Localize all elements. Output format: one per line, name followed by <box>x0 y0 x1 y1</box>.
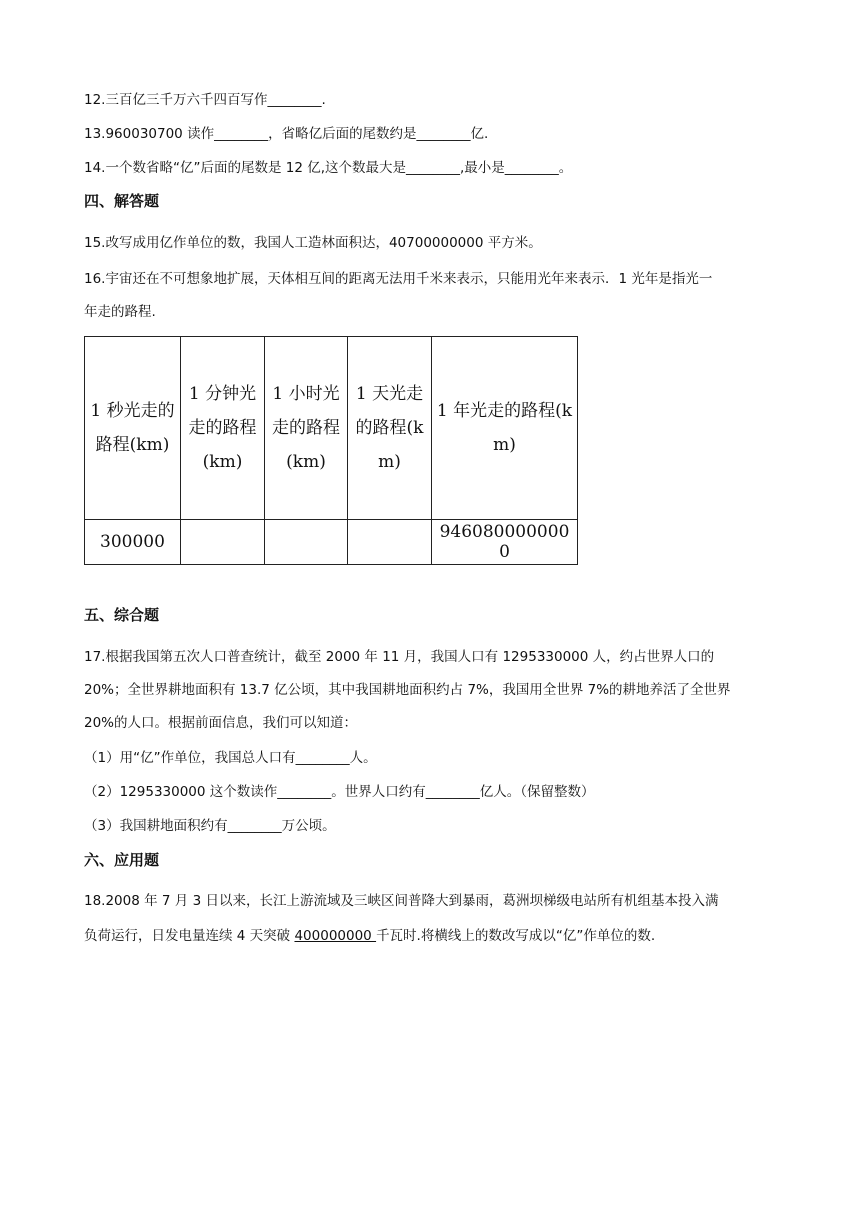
table-value-cell-blank <box>265 520 348 565</box>
question-18-text-before: 负荷运行，日发电量连续 4 天突破 <box>84 928 295 944</box>
question-13: 13.960030700 读作________，省略亿后面的尾数约是________亿. <box>84 126 489 142</box>
question-15: 15.改写成用亿作单位的数，我国人工造林面积达，40700000000 平方米。 <box>84 235 542 251</box>
table-header-cell: 1 秒光走的路程(km) <box>85 337 181 520</box>
section-heading-5: 五、综合题 <box>84 606 160 624</box>
light-distance-table <box>84 336 578 565</box>
section-heading-6: 六、应用题 <box>84 851 160 869</box>
table-value-cell: 300000 <box>85 520 181 565</box>
table-header-cell: 1 天光走的路程(km) <box>348 337 432 520</box>
section-heading-4: 四、解答题 <box>84 192 160 210</box>
table-header-cell: 1 小时光走的路程(km) <box>265 337 348 520</box>
question-12: 12.三百亿三千万六千四百写作________. <box>84 92 326 108</box>
question-18-line-1: 18.2008 年 7 月 3 日以来，长江上游流域及三峡区间普降大到暴雨，葛洲坝梯级电站所有机组基本投入满 <box>84 893 719 909</box>
underlined-number: 400000000 <box>294 928 377 944</box>
question-17-line-2: 20%；全世界耕地面积有 13.7 亿公顷，其中我国耕地面积约占 7%，我国用全世界 7%的耕地养活了全世界 <box>84 682 731 698</box>
question-14: 14.一个数省略“亿”后面的尾数是 12 亿,这个数最大是________,最小是________。 <box>84 160 573 176</box>
table-value-cell: 9460800000000 <box>432 520 578 565</box>
question-18-text-after: 千瓦时.将横线上的数改写成以“亿”作单位的数. <box>376 928 656 944</box>
question-17-line-3: 20%的人口。根据前面信息，我们可以知道： <box>84 715 358 731</box>
question-17-part-3: （3）我国耕地面积约有________万公顷。 <box>84 818 336 834</box>
question-16-line-2: 年走的路程. <box>84 304 156 320</box>
table-value-cell-blank <box>348 520 432 565</box>
table-value-row <box>85 520 578 565</box>
table-header-cell: 1 年光走的路程(km) <box>432 337 578 520</box>
question-18-line-2 <box>84 926 784 946</box>
table-header-row <box>85 337 578 520</box>
question-17-line-1: 17.根据我国第五次人口普查统计，截至 2000 年 11 月，我国人口有 1295330000 人，约占世界人口的 <box>84 649 715 665</box>
question-17-part-1: （1）用“亿”作单位，我国总人口有________人。 <box>84 750 377 766</box>
table-value-cell-blank <box>181 520 265 565</box>
table-header-cell: 1 分钟光走的路程(km) <box>181 337 265 520</box>
question-16-line-1: 16.宇宙还在不可想象地扩展，天体相互间的距离无法用千米来表示，只能用光年来表示．1 光年是指光一 <box>84 271 713 287</box>
question-17-part-2: （2）1295330000 这个数读作________。世界人口约有________亿人。（保留整数） <box>84 784 595 800</box>
